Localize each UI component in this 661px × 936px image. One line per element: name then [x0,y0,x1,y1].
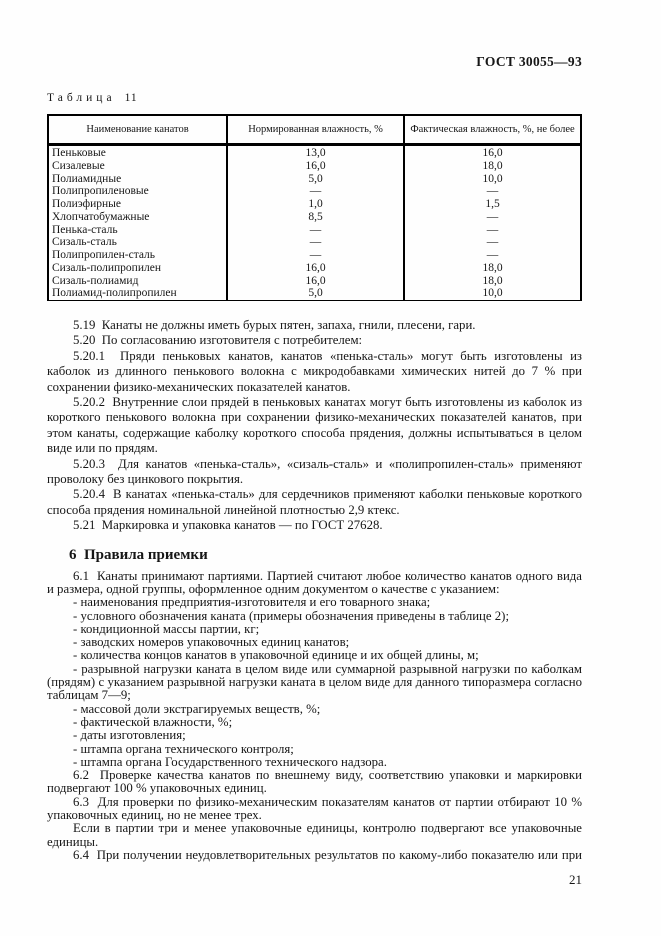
moisture-value-cell: — [404,249,581,262]
list-item: - фактической влажности, %; [73,714,233,729]
table-row [48,262,581,275]
table-row [48,236,581,249]
rope-name-cell: Полипропилен-сталь [48,249,227,262]
moisture-value-cell: — [404,224,581,237]
moisture-value-cell: — [227,249,404,262]
moisture-value-cell: 16,0 [227,275,404,288]
rope-name-cell: Хлопчатобумажные [48,211,227,224]
moisture-value-cell: 10,0 [404,173,581,186]
list-item: - количества концов канатов в упаковочной единице и их общей длины, м; [73,648,479,663]
rope-name-cell: Полиамид-полипропилен [48,287,227,300]
paragraph: 6.4 При получении неудовлетворительных результатов по какому-либо показателю или при [73,847,582,862]
table-caption-number: 11 [124,92,138,104]
moisture-value-cell: — [227,224,404,237]
moisture-table [47,114,582,301]
moisture-value-cell: 18,0 [404,160,581,173]
paragraph: 5.20 По согласованию изготовителя с потребителем: [73,333,363,348]
list-item: - даты изготовления; [73,728,186,743]
table-caption-label: Таблица [47,92,116,104]
list-item: - условного обозначения каната (примеры обозначения приведены в таблице 2); [73,608,509,623]
table-caption [47,92,582,105]
moisture-value-cell: 18,0 [404,275,581,288]
rope-name-cell: Полиэфирные [48,198,227,211]
rope-name-cell: Пеньковые [48,145,227,160]
moisture-table-header [48,115,581,145]
section-6-paragraphs [47,570,582,863]
paragraph: 5.20.4 В канатах «пенька-сталь» для сердечников применяют каболки пеньковые короткого способа прядения номинальной линейной плотностью 2,9 ктекс. [47,487,582,517]
moisture-value-cell: 10,0 [404,287,581,300]
moisture-value-cell: — [227,185,404,198]
moisture-value-cell: — [404,185,581,198]
paragraph: 5.19 Канаты не должны иметь бурых пятен, запаха, гнили, плесени, гари. [73,318,476,332]
list-item: - наименования предприятия-изготовителя и его товарного знака; [73,595,431,610]
moisture-value-cell: — [404,211,581,224]
section-5-paragraphs [47,318,582,534]
list-item: - массовой доли экстрагируемых веществ, %; [73,701,321,716]
table-row [48,249,581,262]
page-number: 21 [569,872,582,888]
column-header-rope-name: Наименование канатов [48,115,227,145]
rope-name-cell: Сизаль-полипропилен [48,262,227,275]
list-item: - разрывной нагрузки каната в целом виде или суммарной разрывной нагрузки по каболкам (прядям) с указанием разрывной нагрузки каната в целом виде для данного типоразмера согласно таблицам 7—9; [47,661,582,703]
moisture-value-cell: 18,0 [404,262,581,275]
list-item: - штампа органа Государственного технического надзора. [73,754,387,769]
body-text [47,318,582,862]
paragraph: Если в партии три и менее упаковочные единицы, контролю подвергают все упаковочные единицы. [47,821,582,849]
table-row [48,211,581,224]
table-row [48,224,581,237]
rope-name-cell: Пенька-сталь [48,224,227,237]
paragraph: 6.2 Проверке качества канатов по внешнему виду, соответствию упаковки и маркировки подвергают 100 % упаковочных единиц. [47,768,582,796]
list-item: - штампа органа технического контроля; [73,741,294,756]
column-header-actual-moisture: Фактическая влажность, %, не более [404,115,581,145]
paragraph: 5.20.1 Пряди пеньковых канатов, канатов «пенька-сталь» могут быть изготовлены из каболок из длинного пенькового волокна с микродобавками химических нитей до 7 % при сохранении физико-механических показателей канатов. [47,348,582,394]
rope-name-cell: Сизалевые [48,160,227,173]
moisture-value-cell: — [227,236,404,249]
section-6-heading: 6 Правила приемки [69,546,208,563]
rope-name-cell: Сизаль-сталь [48,236,227,249]
moisture-value-cell: 5,0 [227,287,404,300]
column-header-normalized-moisture: Нормированная влажность, % [227,115,404,145]
moisture-value-cell: 16,0 [227,262,404,275]
moisture-value-cell: 16,0 [404,145,581,160]
paragraph: 6.1 Канаты принимают партиями. Партией считают любое количество канатов одного вида и размера, одной группы, оформленное одним документом о качестве с указанием: [47,568,582,596]
paragraph: 6.3 Для проверки по физико-механическим показателям канатов от партии отбирают 10 % упаковочных единиц, но не менее трех. [47,794,582,823]
moisture-value-cell: 1,0 [227,198,404,211]
list-item: - заводских номеров упаковочных единиц канатов; [73,635,350,650]
rope-name-cell: Сизаль-полиамид [48,275,227,288]
moisture-value-cell: 8,5 [227,211,404,224]
moisture-value-cell: 16,0 [227,160,404,173]
moisture-value-cell: — [404,236,581,249]
doc-header [47,55,582,69]
table-row [48,185,581,198]
paragraph: 5.21 Маркировка и упаковка канатов — по ГОСТ 27628. [73,518,383,533]
moisture-value-cell: 13,0 [227,145,404,160]
table-row [48,275,581,288]
table-row [48,160,581,173]
rope-name-cell: Полиамидные [48,173,227,186]
table-row [48,145,581,160]
list-item: - кондиционной массы партии, кг; [73,621,260,636]
rope-name-cell: Полипропиленовые [48,185,227,198]
moisture-value-cell: 5,0 [227,173,404,186]
paragraph: 5.20.3 Для канатов «пенька-сталь», «сизаль-сталь» и «полипропилен-сталь» применяют проволоку без цинкового покрытия. [47,456,582,487]
table-row [48,287,581,300]
table-row [48,173,581,186]
moisture-value-cell: 1,5 [404,198,581,211]
moisture-table-body [48,145,581,301]
paragraph: 5.20.2 Внутренние слои прядей в пеньковых канатах могут быть изготовлены из каболок из короткого пенькового волокна при сохранении физико-механических показателей канатов, при этом канаты, содержащие каболку короткого способа прядения, должны испытываться в целом виде или по прядям. [47,395,582,456]
doc-code: ГОСТ 30055—93 [476,54,582,69]
table-row [48,198,581,211]
